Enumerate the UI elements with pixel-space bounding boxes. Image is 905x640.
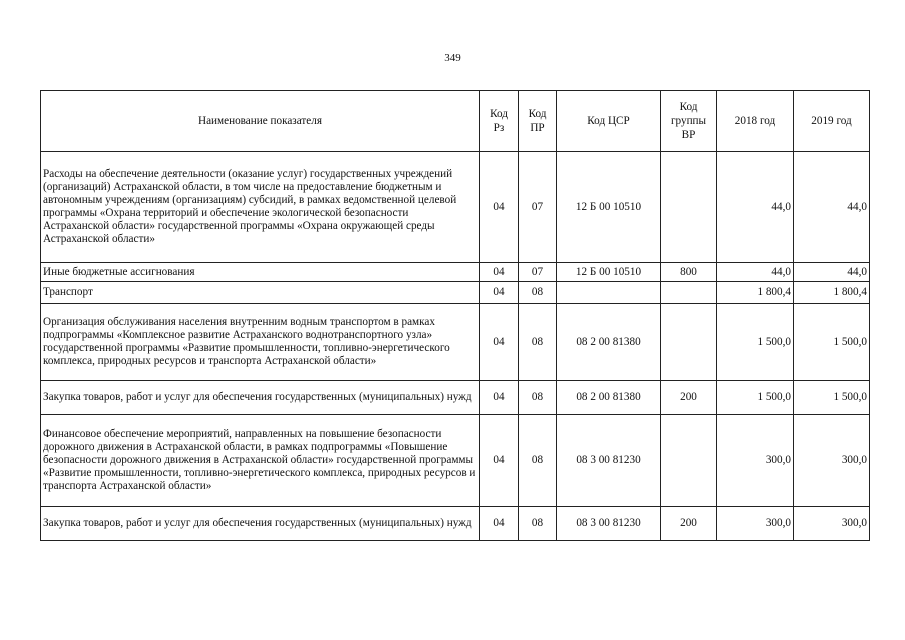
- row-pr: 08: [519, 304, 557, 381]
- row-pr: 08: [519, 381, 557, 415]
- row-2019: 1 500,0: [794, 304, 870, 381]
- table-row: [41, 507, 870, 541]
- row-rz: 04: [480, 282, 519, 304]
- row-name: Организация обслуживания населения внутренним водным транспортом в рамках подпрограммы «Комплексное развитие Астраханского воднотранспортного узла» государственной программы «Развитие промышленности, топливно-энергетического комплекса, природных ресурсов и транспорта Астраханской области»: [41, 304, 480, 381]
- row-name: Транспорт: [41, 282, 480, 304]
- row-name: Иные бюджетные ассигнования: [41, 263, 480, 282]
- table-row: [41, 381, 870, 415]
- table-row: [41, 415, 870, 507]
- row-pr: 07: [519, 152, 557, 263]
- header-pr: [519, 91, 557, 152]
- row-vr: 200: [661, 381, 717, 415]
- row-2018: 44,0: [717, 263, 794, 282]
- table-header-row: [41, 91, 870, 152]
- row-2018: 44,0: [717, 152, 794, 263]
- row-rz: 04: [480, 152, 519, 263]
- row-2019: 1 500,0: [794, 381, 870, 415]
- row-vr: [661, 282, 717, 304]
- row-csr: 12 Б 00 10510: [557, 152, 661, 263]
- row-csr: 08 2 00 81380: [557, 381, 661, 415]
- table-row: [41, 263, 870, 282]
- row-2018: 1 500,0: [717, 304, 794, 381]
- row-name: Закупка товаров, работ и услуг для обеспечения государственных (муниципальных) нужд: [41, 381, 480, 415]
- header-rz-line2: Рз: [493, 122, 505, 134]
- row-rz: 04: [480, 415, 519, 507]
- table-row: [41, 152, 870, 263]
- row-name: Финансовое обеспечение мероприятий, направленных на повышение безопасности дорожного движения в Астраханской области, в рамках подпрограммы «Повышение безопасности дорожного движения в Астраханской области» государственной программы «Развитие промышленности, топливно-энергетического комплекса, природных ресурсов и транспорта Астраханской области»: [41, 415, 480, 507]
- row-2019: 300,0: [794, 507, 870, 541]
- row-2018: 300,0: [717, 415, 794, 507]
- row-2018: 1 500,0: [717, 381, 794, 415]
- header-2019: 2019 год: [794, 91, 870, 152]
- row-pr: 08: [519, 415, 557, 507]
- page-number: 349: [444, 52, 461, 64]
- header-rz-line1: Код: [490, 108, 508, 120]
- header-2018: 2018 год: [717, 91, 794, 152]
- row-csr: 08 2 00 81380: [557, 304, 661, 381]
- header-pr-line1: Код: [528, 108, 547, 120]
- header-vr-line1: Код: [679, 101, 698, 113]
- row-2019: 44,0: [794, 152, 870, 263]
- row-rz: 04: [480, 263, 519, 282]
- row-pr: 07: [519, 263, 557, 282]
- row-vr: 800: [661, 263, 717, 282]
- header-rz: [480, 91, 519, 152]
- row-csr: 08 3 00 81230: [557, 507, 661, 541]
- row-2018: 1 800,4: [717, 282, 794, 304]
- row-2019: 300,0: [794, 415, 870, 507]
- table-row: [41, 304, 870, 381]
- header-vr-line3: ВР: [681, 129, 696, 141]
- row-csr: 12 Б 00 10510: [557, 263, 661, 282]
- row-vr: [661, 304, 717, 381]
- row-vr: [661, 152, 717, 263]
- row-rz: 04: [480, 304, 519, 381]
- row-vr: 200: [661, 507, 717, 541]
- row-pr: 08: [519, 282, 557, 304]
- header-name: Наименование показателя: [41, 91, 480, 152]
- row-csr: [557, 282, 661, 304]
- row-rz: 04: [480, 507, 519, 541]
- row-2018: 300,0: [717, 507, 794, 541]
- row-vr: [661, 415, 717, 507]
- row-pr: 08: [519, 507, 557, 541]
- row-2019: 1 800,4: [794, 282, 870, 304]
- row-rz: 04: [480, 381, 519, 415]
- header-vr-line2: группы: [670, 115, 707, 127]
- row-name: Расходы на обеспечение деятельности (оказание услуг) государственных учреждений (организаций) Астраханской области, в том числе на предоставление бюджетным и автономным учреждениям (организациям) субсидий, в рамках ведомственной целевой программы «Охрана территорий и обеспечение экологической безопасности Астраханской области» государственной программы «Охрана окружающей среды Астраханской области»: [41, 152, 480, 263]
- row-name: Закупка товаров, работ и услуг для обеспечения государственных (муниципальных) нужд: [41, 507, 480, 541]
- row-csr: 08 3 00 81230: [557, 415, 661, 507]
- budget-table: [40, 90, 870, 541]
- header-pr-line2: ПР: [530, 122, 545, 134]
- row-2019: 44,0: [794, 263, 870, 282]
- header-vr: [661, 91, 717, 152]
- table-row: [41, 282, 870, 304]
- header-csr: Код ЦСР: [557, 91, 661, 152]
